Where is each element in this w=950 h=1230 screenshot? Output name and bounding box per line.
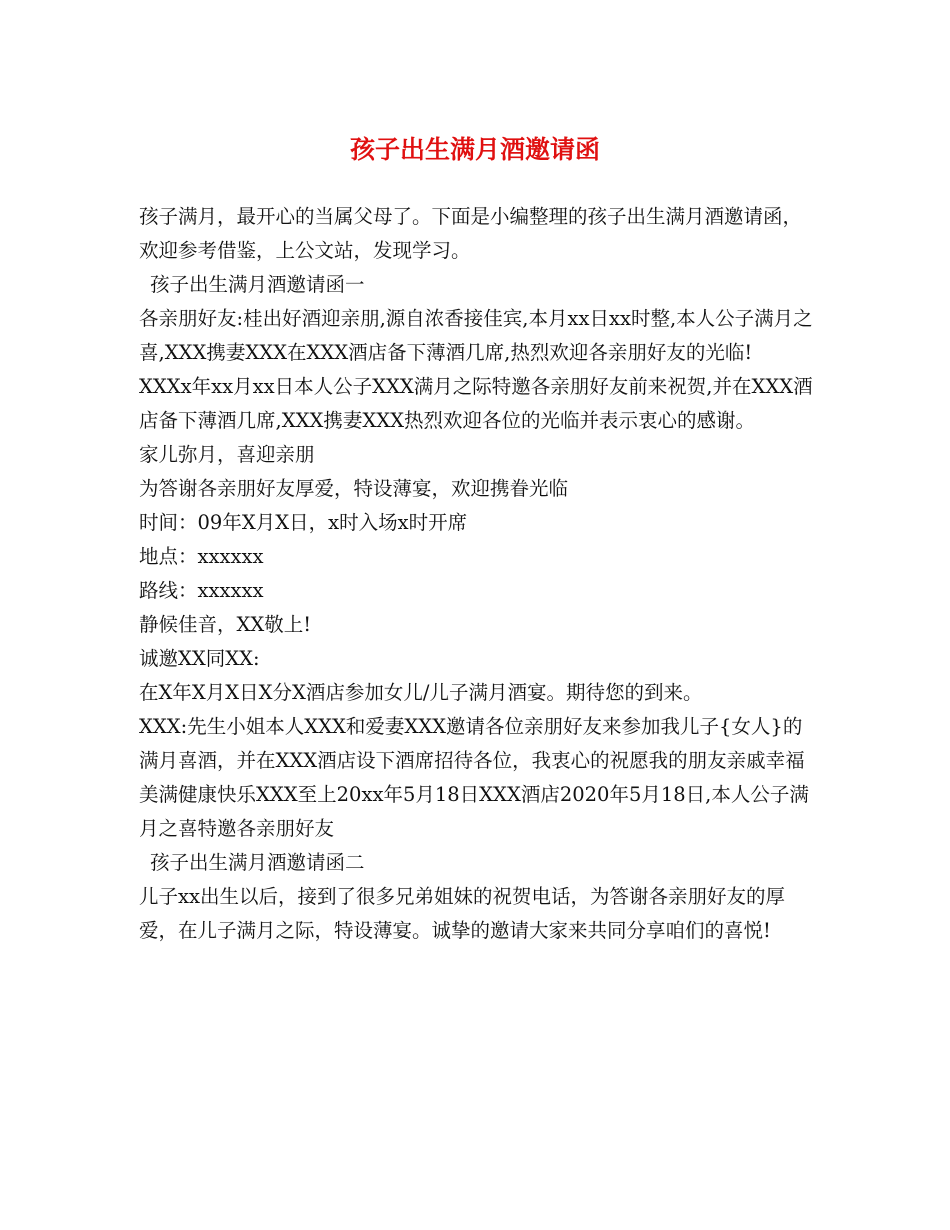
body-line: 为答谢各亲朋好友厚爱，特设薄宴，欢迎携眷光临: [139, 477, 569, 500]
page-title: 孩子出生满月酒邀请函: [349, 135, 600, 164]
route-line: 路线：xxxxxx: [139, 579, 264, 602]
intro-paragraph: 孩子满月，最开心的当属父母了。下面是小编整理的孩子出生满月酒邀请函，欢迎参考借鉴，上公文站，发现学习。: [139, 205, 803, 262]
document-body: [139, 200, 815, 948]
section-heading-one: 孩子出生满月酒邀请函一: [150, 273, 365, 296]
body-paragraph: 儿子xx出生以后，接到了很多兄弟姐妹的祝贺电话，为答谢各亲朋好友的厚爱，在儿子满月之际，特设薄宴。诚挚的邀请大家来共同分享咱们的喜悦!: [139, 885, 785, 942]
body-line: 在X年X月X日X分X酒店参加女儿/儿子满月酒宴。期待您的到来。: [139, 681, 703, 704]
body-line: 家儿弥月，喜迎亲朋: [139, 443, 315, 466]
invite-salutation: 诚邀XX同XX:: [139, 647, 260, 670]
body-paragraph: XXXx年xx月xx日本人公子XXX满月之际特邀各亲朋好友前来祝贺,并在XXX酒店备下薄酒几席,XXX携妻XXX热烈欢迎各位的光临并表示衷心的感谢。: [139, 375, 813, 432]
section-heading-two: 孩子出生满月酒邀请函二: [150, 851, 365, 874]
body-paragraph: XXX:先生小姐本人XXX和爱妻XXX邀请各位亲朋好友来参加我儿子{女人}的满月喜酒，并在XXX酒店设下酒席招待各位，我衷心的祝愿我的朋友亲戚幸福美满健康快乐XXX至上20xx年5月18日XXX酒店2020年5月18日,本人公子满月之喜特邀各亲朋好友: [139, 715, 809, 840]
location-line: 地点：xxxxxx: [139, 545, 264, 568]
body-paragraph: 各亲朋好友:桂出好酒迎亲朋,源自浓香接佳宾,本月xx日xx时整,本人公子满月之喜,XXX携妻XXX在XXX酒店备下薄酒几席,热烈欢迎各亲朋好友的光临!: [139, 307, 813, 364]
signature-line: 静候佳音，XX敬上!: [139, 613, 312, 636]
time-line: 时间：09年X月X日，x时入场x时开席: [139, 511, 468, 534]
